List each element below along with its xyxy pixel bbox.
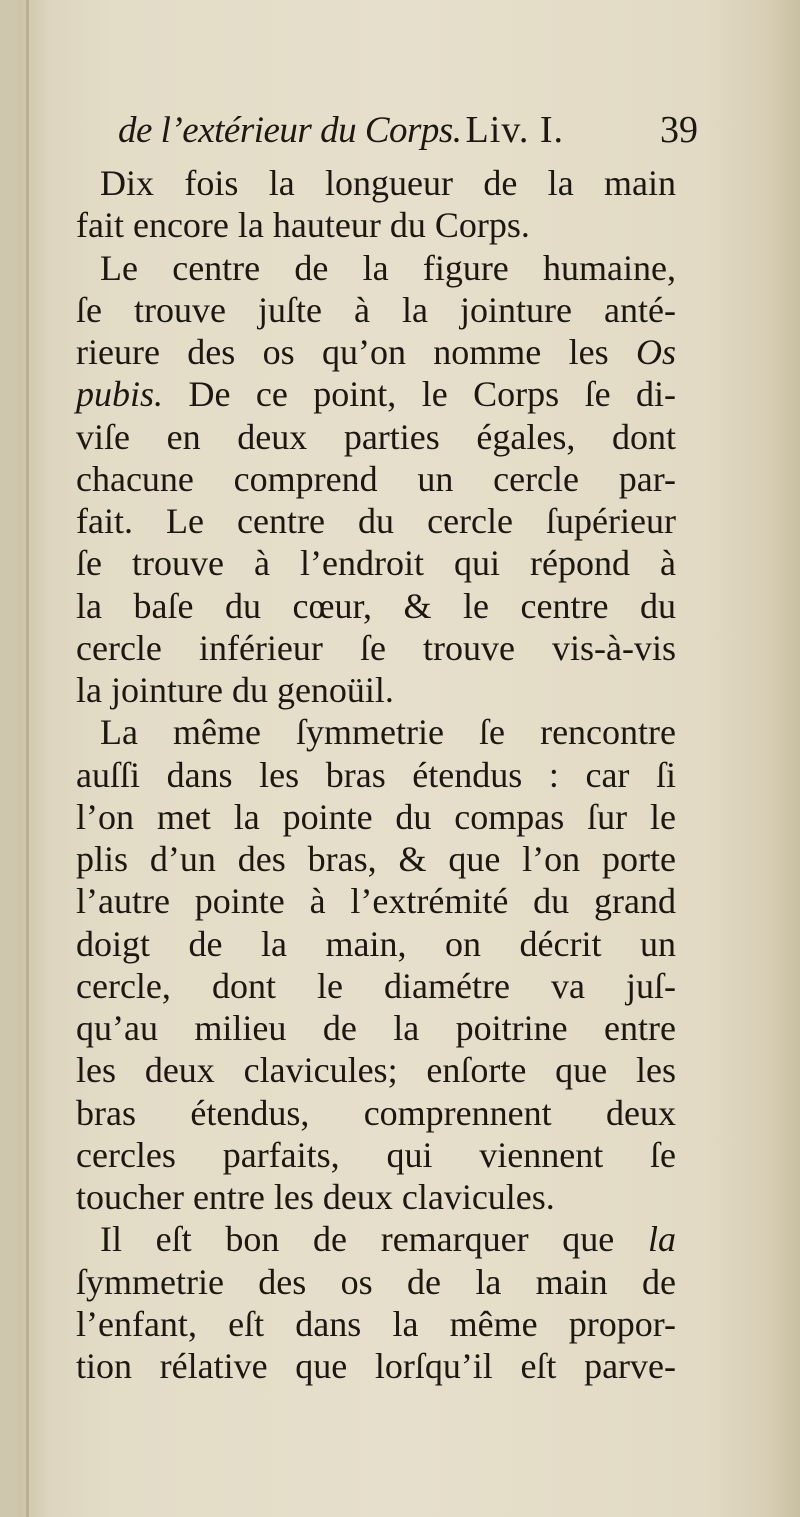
italic-text: la — [647, 1219, 676, 1260]
text-line — [76, 289, 676, 331]
line-text: bras étendus, comprennent deux — [76, 1092, 676, 1133]
line-text: cercle inférieur ſe trouve vis-à-vis — [76, 627, 676, 668]
line-text: les deux clavicules; enſorte que les — [76, 1050, 676, 1091]
text-line — [76, 669, 676, 711]
line-text: qu’au milieu de la poitrine entre — [76, 1008, 676, 1048]
text-line — [76, 965, 676, 1007]
text-line — [76, 1134, 676, 1176]
line-text: auſſi dans les bras étendus : car ſi — [76, 754, 676, 795]
text-line — [76, 162, 676, 204]
text-line — [76, 204, 676, 246]
line-text: ſe trouve juſte à la jointure anté- — [76, 289, 676, 330]
text-line — [76, 627, 676, 669]
text-line — [76, 1218, 676, 1260]
italic-text: Os — [635, 332, 676, 372]
text-line — [76, 1092, 676, 1134]
text-line — [76, 458, 676, 500]
text-line — [76, 923, 676, 965]
line-text: doigt de la main, on décrit un — [76, 923, 676, 964]
line-text: rieure des os qu’on nomme les — [76, 332, 636, 372]
text-line — [76, 754, 676, 796]
line-text: l’on met la pointe du compas ſur le — [76, 796, 676, 837]
line-text: l’autre pointe à l’extrémité du grand — [76, 881, 676, 922]
italic-text: pubis. — [76, 374, 164, 415]
text-line — [76, 1176, 676, 1218]
line-text: fait. Le centre du cercle ſupérieur — [76, 501, 676, 541]
book-number: Liv. I. — [465, 109, 565, 151]
line-text: cercle, dont le diamétre va juſ- — [76, 965, 676, 1006]
line-text: De ce point, le Corps ſe di- — [163, 374, 676, 415]
text-line — [76, 542, 676, 584]
line-text: fait encore la hauteur du Corps. — [76, 205, 530, 246]
line-text: chacune comprend un cercle par- — [76, 458, 676, 499]
text-line — [76, 838, 676, 880]
line-text: la jointure du genoüil. — [76, 670, 394, 710]
text-line — [76, 247, 676, 289]
line-text: la baſe du cœur, & le centre du — [76, 585, 676, 626]
line-text: Dix fois la longueur de la main — [100, 163, 676, 203]
text-line — [76, 1007, 676, 1049]
book-page — [18, 0, 800, 1517]
line-text: Il eſt bon de remarquer que — [100, 1219, 648, 1260]
running-header — [118, 108, 698, 168]
page-number: 39 — [660, 109, 698, 151]
line-text: toucher entre les deux clavicules. — [76, 1177, 555, 1217]
text-line — [76, 500, 676, 542]
line-text: ſymmetrie des os de la main de — [76, 1261, 676, 1302]
line-text: Le centre de la figure humaine, — [100, 247, 676, 288]
line-text: plis d’un des bras, & que l’on porte — [76, 839, 676, 879]
text-line — [76, 585, 676, 627]
text-line — [76, 1261, 676, 1303]
line-text: cercles parfaits, qui viennent ſe — [76, 1134, 676, 1175]
running-title: de l’extérieur du Corps. — [118, 110, 462, 151]
text-line — [76, 416, 676, 458]
line-text: ſe trouve à l’endroit qui répond à — [76, 543, 676, 584]
line-text: tion rélative que lorſqu’il eſt parve- — [76, 1346, 676, 1386]
text-line — [76, 373, 676, 415]
text-line — [76, 1049, 676, 1091]
text-line — [76, 796, 676, 838]
text-line — [76, 711, 676, 753]
text-line — [76, 880, 676, 922]
line-text: La même ſymmetrie ſe rencontre — [100, 712, 676, 753]
line-text: l’enfant, eſt dans la même propor- — [76, 1303, 676, 1344]
text-line — [76, 1303, 676, 1345]
text-line — [76, 331, 676, 373]
line-text: viſe en deux parties égales, dont — [76, 416, 676, 457]
text-line — [76, 1345, 676, 1387]
body-text — [76, 162, 676, 1387]
